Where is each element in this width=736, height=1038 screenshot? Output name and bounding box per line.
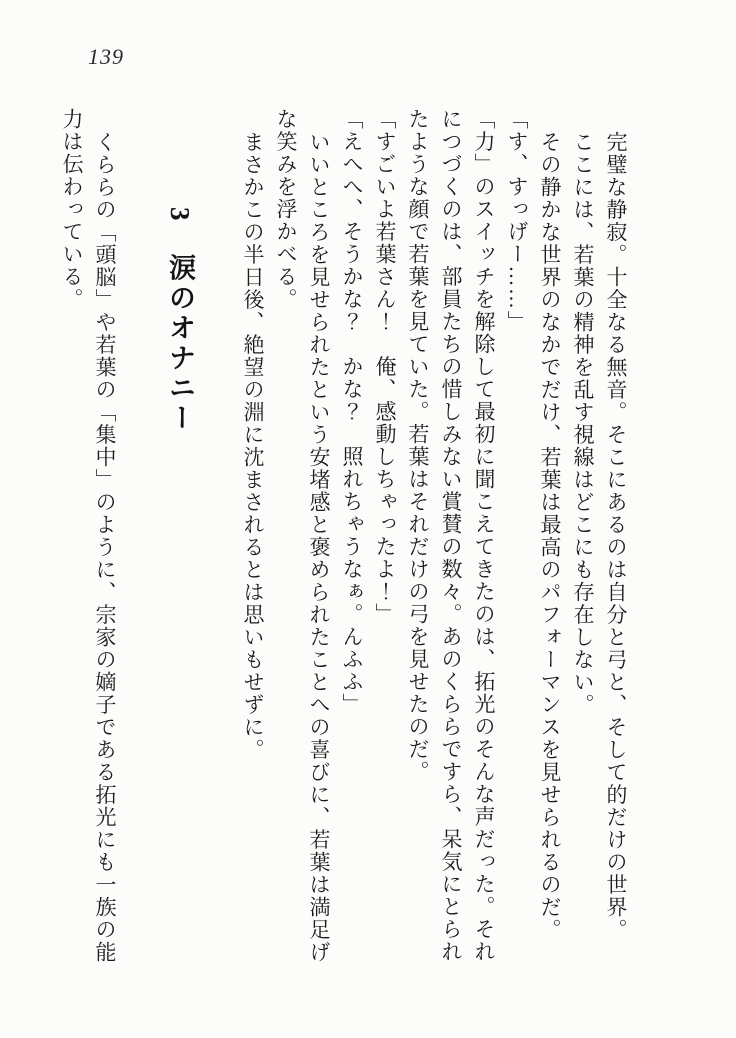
paragraph-dialogue: 「す、すっげー……」	[505, 108, 529, 333]
paragraph: くららの「頭脳」や若葉の「集中」のように、宗家の嫡子である拓光にも一族の能力は伝わっている。	[60, 108, 117, 963]
paragraph-dialogue: 「えへへ、そうかな？ かな？ 照れちゃうなぁ。んふふ」	[340, 108, 364, 716]
paragraph: ここには、若葉の精神を乱す視線はどこにも存在しない。	[571, 130, 595, 716]
paragraph: 「力」のスイッチを解除して最初に聞こえてきたのは、拓光のそんな声だった。それにつづくのは、部員たちの惜しみない賞賛の数々。あのくららですら、呆気にとられたような顔で若葉を見ていた。若葉はそれだけの弓を見せたのだ。	[406, 108, 496, 963]
paragraph: いいところを見せられたという安堵感と褒められたことへの喜びに、若葉は満足げな笑みを浮かべる。	[274, 108, 331, 963]
body-text	[55, 108, 632, 964]
paragraph: まさかこの半日後、絶望の淵に沈まされるとは思いもせずに。	[241, 130, 265, 761]
paragraph: 完璧な静寂。十全なる無音。そこにあるのは自分と弓と、そして的だけの世界。	[604, 130, 628, 941]
page-number: 139	[88, 44, 124, 69]
chapter-heading: 3 涙のオナニー	[165, 207, 195, 434]
paragraph: その静かな世界のなかでだけ、若葉は最高のパフォーマンスを見せられるのだ。	[538, 130, 562, 941]
paragraph-dialogue: 「すごいよ若葉さん！ 俺、感動しちゃったよ！」	[373, 108, 397, 626]
